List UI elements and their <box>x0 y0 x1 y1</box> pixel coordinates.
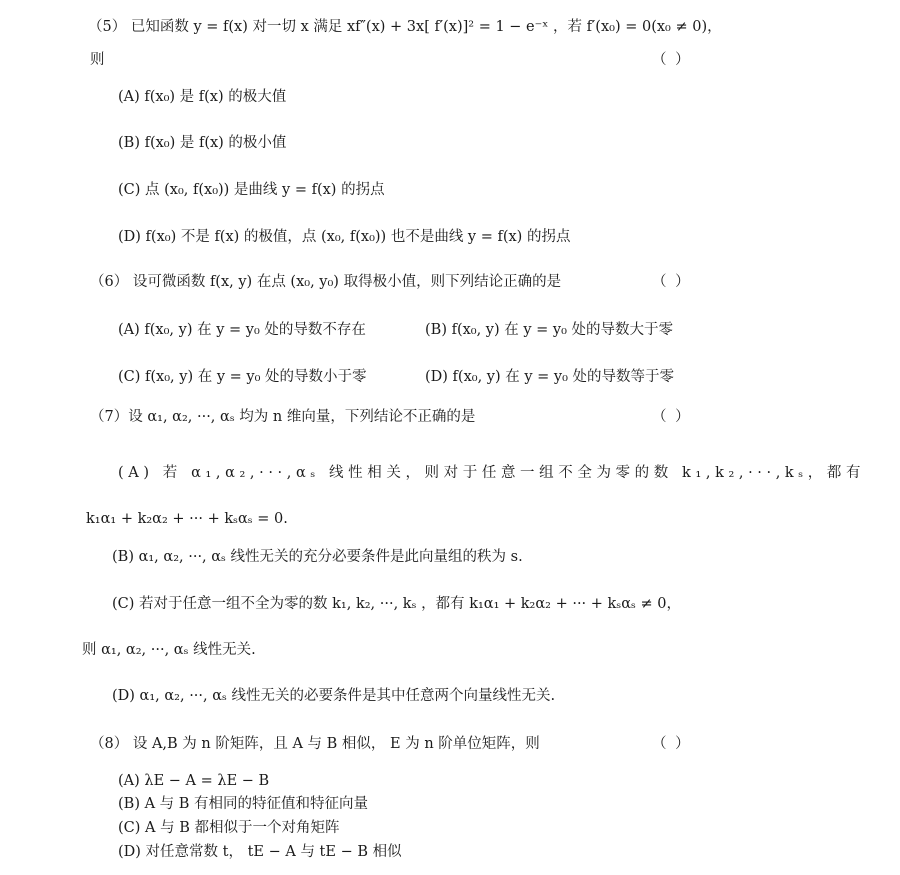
q7-option-c-continuation: 则 α₁, α₂, ···, αₛ 线性无关. <box>82 642 256 658</box>
q7-answer-blank[interactable]: （ ） <box>652 409 692 425</box>
q6-stem: （6） 设可微函数 f(x, y) 在点 (x₀, y₀) 取得极小值，则下列结论正确的是 <box>90 274 562 290</box>
q5-option-d: (D) f(x₀) 不是 f(x) 的极值，点 (x₀, f(x₀)) 也不是曲线 y = f(x) 的拐点 <box>118 229 571 245</box>
q6-option-a: (A) f(x₀, y) 在 y = y₀ 处的导数不存在 <box>118 322 366 338</box>
q8-option-b: (B) A 与 B 有相同的特征值和特征向量 <box>118 796 369 812</box>
q7-option-b: (B) α₁, α₂, ···, αₛ 线性无关的充分必要条件是此向量组的秩为 s. <box>112 549 523 565</box>
q8-option-a: (A) λE − A = λE − B <box>118 773 270 789</box>
q6-answer-blank[interactable]: （ ） <box>652 274 692 290</box>
q7-option-d: (D) α₁, α₂, ···, αₛ 线性无关的必要条件是其中任意两个向量线性无关. <box>112 688 556 704</box>
q5-option-b: (B) f(x₀) 是 f(x) 的极小值 <box>118 135 287 151</box>
q8-option-c: (C) A 与 B 都相似于一个对角矩阵 <box>118 820 340 836</box>
q5-option-a: (A) f(x₀) 是 f(x) 的极大值 <box>118 89 287 105</box>
q5-stem-continuation: 则 <box>90 52 105 68</box>
q8-answer-blank[interactable]: （ ） <box>652 736 692 752</box>
q8-stem: （8） 设 A,B 为 n 阶矩阵，且 A 与 B 相似， E 为 n 阶单位矩阵，则 <box>90 736 540 752</box>
q7-option-a-continuation: k₁α₁ + k₂α₂ + ··· + kₛαₛ = 0. <box>86 511 288 527</box>
q6-option-c: (C) f(x₀, y) 在 y = y₀ 处的导数小于零 <box>118 369 367 385</box>
q5-answer-blank[interactable]: （ ） <box>652 52 692 68</box>
q5-option-c: (C) 点 (x₀, f(x₀)) 是曲线 y = f(x) 的拐点 <box>118 182 385 198</box>
q6-option-d: (D) f(x₀, y) 在 y = y₀ 处的导数等于零 <box>425 369 675 385</box>
q8-option-d: (D) 对任意常数 t， tE − A 与 tE − B 相似 <box>118 844 402 860</box>
q5-stem: （5） 已知函数 y = f(x) 对一切 x 满足 xf″(x) + 3x[ f′(x)]² = 1 − e⁻ˣ ，若 f′(x₀) = 0(x₀ ≠ 0)， <box>88 19 722 35</box>
q7-stem: （7）设 α₁, α₂, ···, αₛ 均为 n 维向量，下列结论不正确的是 <box>90 409 476 425</box>
q7-option-a: (A) 若 α₁,α₂,···,αₛ 线性相关，则对于任意一组不全为零的数 k₁,k₂,···,kₛ，都有 <box>118 465 866 481</box>
q7-option-c: (C) 若对于任意一组不全为零的数 k₁, k₂, ···, kₛ ，都有 k₁α₁ + k₂α₂ + ··· + kₛαₛ ≠ 0， <box>112 596 681 612</box>
q6-option-b: (B) f(x₀, y) 在 y = y₀ 处的导数大于零 <box>425 322 674 338</box>
